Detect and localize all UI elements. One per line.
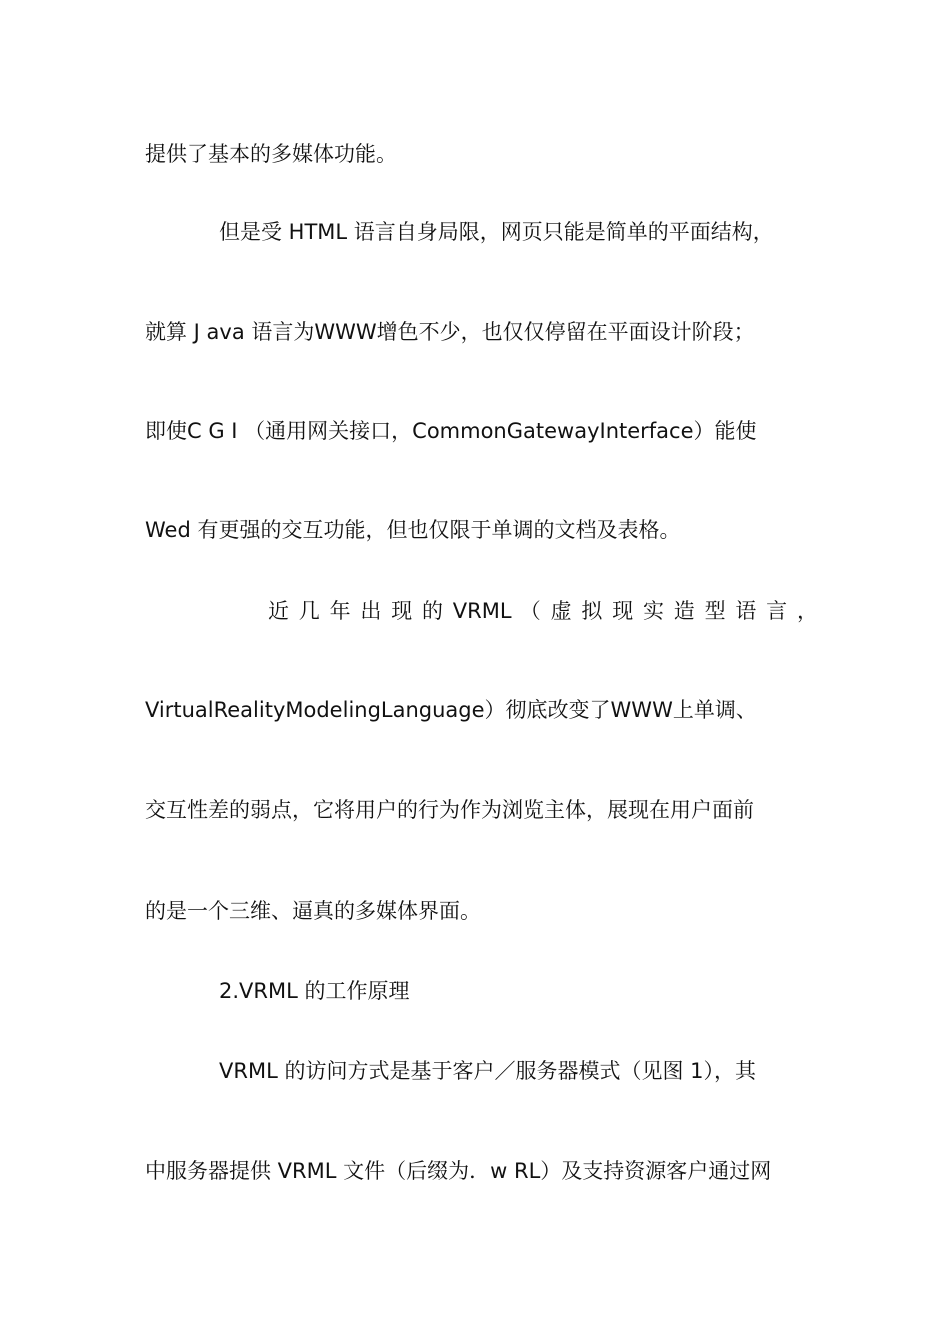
text-line-7: VirtualRealityModelingLanguage）彻底改变了WWW上单调、 [145,698,757,722]
text-line-3: 就算 J ava 语言为WWW增色不少，也仅仅停留在平面设计阶段； [145,320,755,344]
text-line-8: 交互性差的弱点，它将用户的行为作为浏览主体，展现在用户面前 [145,798,754,822]
text-line-4: 即使C G I （通用网关接口，CommonGatewayInterface）能使 [145,419,757,443]
text-line-12: 中服务器提供 VRML 文件（后缀为．w RL）及支持资源客户通过网 [145,1159,772,1183]
text-line-9: 的是一个三维、逼真的多媒体界面。 [145,899,481,923]
text-line-2: 但是受 HTML 语言自身局限，网页只能是简单的平面结构， [219,220,774,244]
text-line-6: 近 几 年 出 现 的 VRML （ 虚 拟 现 实 造 型 语 言 ， [268,599,818,623]
text-line-11: VRML 的访问方式是基于客户／服务器模式（见图 1），其 [219,1059,756,1083]
section-heading: 2.VRML 的工作原理 [219,979,410,1003]
text-line-5: Wed 有更强的交互功能，但也仅限于单调的文档及表格。 [145,518,681,542]
text-line-1: 提供了基本的多媒体功能。 [145,142,397,166]
